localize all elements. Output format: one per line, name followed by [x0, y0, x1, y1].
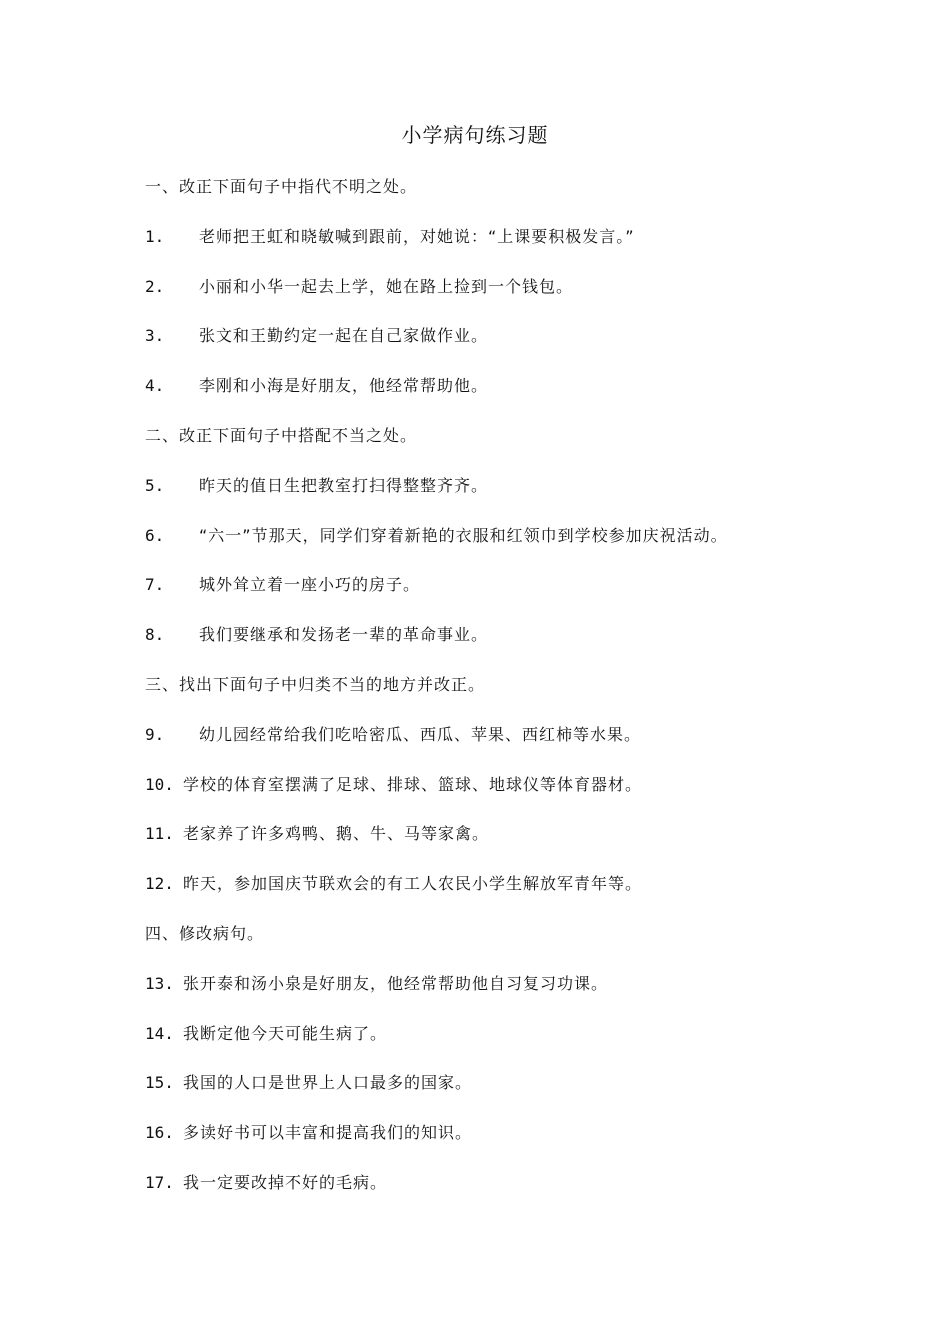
question-text: 张文和王勤约定一起在自己家做作业。 [199, 326, 489, 346]
section-heading [145, 423, 925, 473]
question-number: 15. [145, 1073, 174, 1093]
question-number: 16. [145, 1123, 174, 1143]
question-item [145, 622, 925, 672]
question-text: 我国的人口是世界上人口最多的国家。 [183, 1073, 473, 1093]
question-text: 我们要继承和发扬老一辈的革命事业。 [199, 625, 489, 645]
section-heading-text: 四、修改病句。 [145, 923, 265, 943]
question-item [145, 224, 925, 274]
question-number: 12. [145, 874, 174, 894]
question-number: 17. [145, 1172, 174, 1192]
exercise-list [145, 174, 925, 1220]
question-text: 张开泰和汤小泉是好朋友，他经常帮助他自习复习功课。 [183, 973, 609, 993]
question-number: 11. [145, 824, 174, 844]
question-number: 13. [145, 973, 174, 993]
question-item [145, 772, 925, 822]
question-number: 4. [145, 376, 165, 396]
question-item [145, 1070, 925, 1120]
question-number: 7. [145, 575, 165, 595]
question-text: 老师把王虹和晓敏喊到跟前，对她说：“上课要积极发言。” [199, 226, 635, 246]
question-item [145, 274, 925, 324]
section-heading-text: 二、改正下面句子中搭配不当之处。 [145, 425, 418, 445]
question-number: 6. [145, 525, 165, 545]
question-item [145, 821, 925, 871]
question-item [145, 572, 925, 622]
question-item [145, 1170, 925, 1220]
question-number: 8. [145, 625, 165, 645]
question-number: 10. [145, 774, 174, 794]
question-item [145, 323, 925, 373]
question-number: 9. [145, 724, 165, 744]
question-text: 幼儿园经常给我们吃哈密瓜、西瓜、苹果、西红柿等水果。 [199, 724, 642, 744]
question-text: 昨天，参加国庆节联欢会的有工人农民小学生解放军青年等。 [183, 874, 643, 894]
question-text: 学校的体育室摆满了足球、排球、篮球、地球仪等体育器材。 [183, 774, 643, 794]
question-item [145, 373, 925, 423]
question-number: 3. [145, 326, 165, 346]
section-heading-text: 三、找出下面句子中归类不当的地方并改正。 [145, 674, 486, 694]
section-heading [145, 672, 925, 722]
question-item [145, 722, 925, 772]
question-text: 李刚和小海是好朋友，他经常帮助他。 [199, 376, 489, 396]
section-heading [145, 921, 925, 971]
question-item [145, 871, 925, 921]
question-text: 昨天的值日生把教室打扫得整整齐齐。 [199, 475, 489, 495]
question-item [145, 523, 925, 573]
section-heading [145, 174, 925, 224]
question-text: 多读好书可以丰富和提高我们的知识。 [183, 1123, 473, 1143]
question-text: 我断定他今天可能生病了。 [183, 1023, 388, 1043]
question-item [145, 1120, 925, 1170]
question-item [145, 473, 925, 523]
question-number: 5. [145, 475, 165, 495]
question-item [145, 1021, 925, 1071]
question-text: “六一”节那天，同学们穿着新艳的衣服和红领巾到学校参加庆祝活动。 [199, 525, 728, 545]
question-number: 2. [145, 276, 165, 296]
question-number: 1. [145, 226, 165, 246]
question-text: 小丽和小华一起去上学，她在路上捡到一个钱包。 [199, 276, 574, 296]
question-text: 城外耸立着一座小巧的房子。 [199, 575, 421, 595]
section-heading-text: 一、改正下面句子中指代不明之处。 [145, 177, 418, 196]
page-title: 小学病句练习题 [401, 123, 549, 147]
question-number: 14. [145, 1023, 174, 1043]
question-text: 老家养了许多鸡鸭、鹅、牛、马等家禽。 [183, 824, 490, 844]
question-item [145, 971, 925, 1021]
question-text: 我一定要改掉不好的毛病。 [183, 1172, 388, 1192]
